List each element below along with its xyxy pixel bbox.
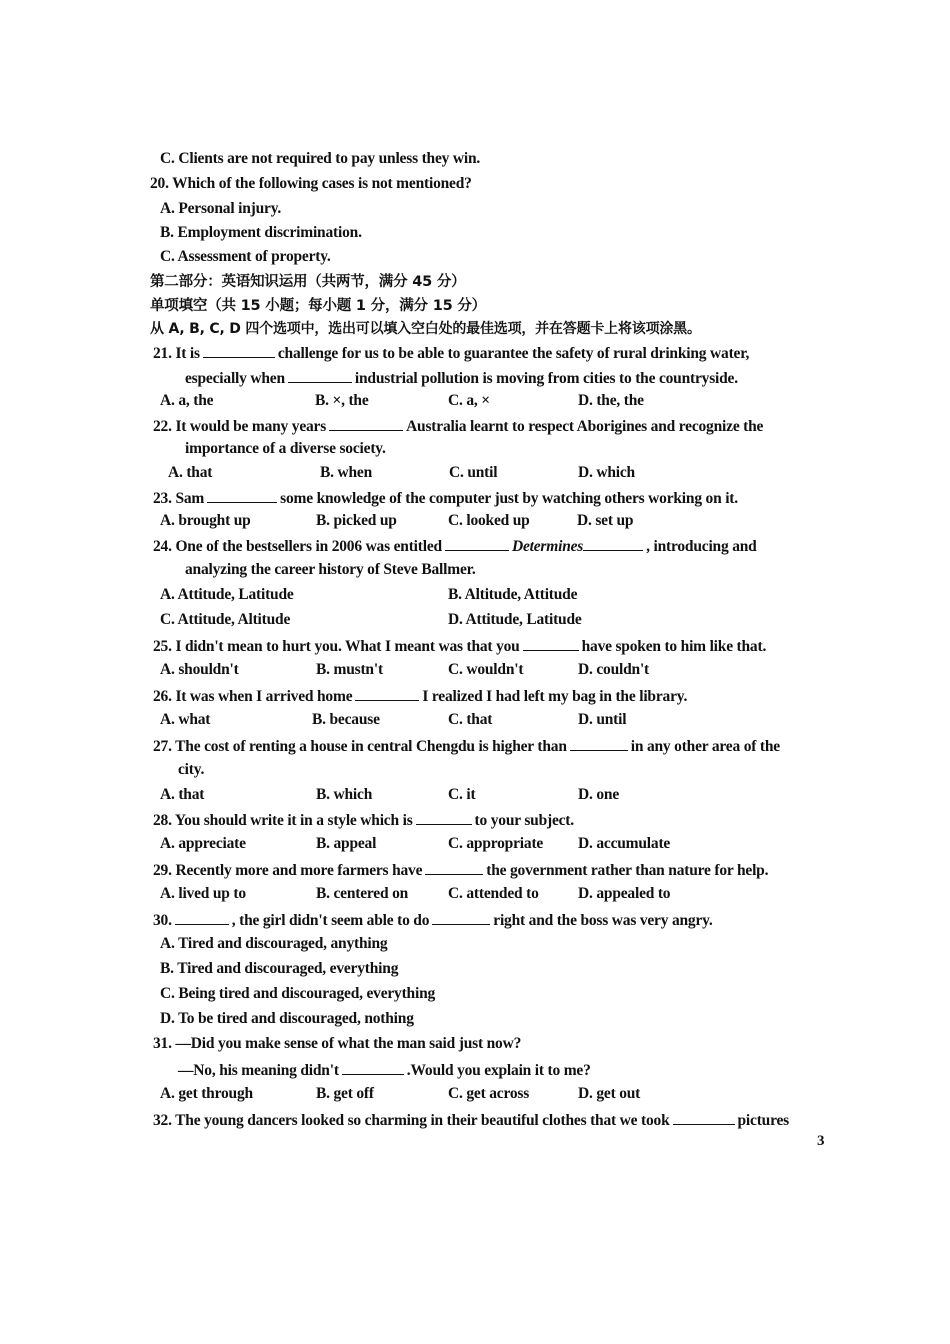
question-24-cont: analyzing the career history of Steve Ballmer. bbox=[185, 561, 476, 578]
option-30b: B. Tired and discouraged, everything bbox=[160, 960, 399, 977]
answer-blank bbox=[329, 416, 403, 431]
question-32: 32. The young dancers looked so charming in their beautiful clothes that we took pictures bbox=[153, 1112, 789, 1129]
question-21: 21. It is challenge for us to be able to guarantee the safety of rural drinking water, bbox=[153, 345, 750, 362]
answer-blank bbox=[203, 343, 275, 358]
question-31: 31. —Did you make sense of what the man said just now? bbox=[153, 1035, 522, 1052]
option-a: A. brought up bbox=[160, 512, 251, 529]
option-a: A. that bbox=[168, 464, 213, 481]
option-c: C. that bbox=[448, 711, 493, 728]
option-b: B. Altitude, Attitude bbox=[448, 586, 578, 603]
option-20c: C. Assessment of property. bbox=[160, 248, 331, 265]
subsection-heading: 单项填空（共 15 小题；每小题 1 分，满分 15 分） bbox=[150, 298, 486, 314]
answer-blank bbox=[445, 536, 509, 551]
answer-blank bbox=[342, 1060, 404, 1075]
answer-blank bbox=[175, 910, 229, 925]
option-d: D. accumulate bbox=[578, 835, 671, 852]
option-b: B. which bbox=[316, 786, 373, 803]
options-31 bbox=[160, 1085, 820, 1105]
option-a: A. what bbox=[160, 711, 211, 728]
option-d: D. set up bbox=[577, 512, 634, 529]
option-c: C. until bbox=[449, 464, 498, 481]
option-b: B. because bbox=[312, 711, 380, 728]
option-a: A. a, the bbox=[160, 392, 214, 409]
option-a: A. get through bbox=[160, 1085, 253, 1102]
option-a: A. Attitude, Latitude bbox=[160, 586, 294, 603]
option-c: C. a, × bbox=[448, 392, 490, 409]
option-b: B. appeal bbox=[316, 835, 377, 852]
section-heading: 第二部分：英语知识运用（共两节，满分 45 分） bbox=[150, 274, 466, 290]
options-23 bbox=[160, 512, 820, 532]
option-19c: C. Clients are not required to pay unless they win. bbox=[160, 150, 481, 167]
option-d: D. which bbox=[578, 464, 635, 481]
question-26: 26. It was when I arrived home I realized I had left my bag in the library. bbox=[153, 688, 688, 705]
options-26 bbox=[160, 711, 820, 731]
option-a: A. that bbox=[160, 786, 205, 803]
instructions: 从 A, B, C, D 四个选项中，选出可以填入空白处的最佳选项，并在答题卡上将该项涂黑。 bbox=[150, 321, 701, 337]
options-28 bbox=[160, 835, 820, 855]
option-d: D. couldn't bbox=[578, 661, 650, 678]
answer-blank bbox=[432, 910, 490, 925]
question-23: 23. Sam some knowledge of the computer just by watching others working on it. bbox=[153, 490, 738, 507]
question-30: 30. , the girl didn't seem able to do right and the boss was very angry. bbox=[153, 912, 713, 929]
option-c: C. looked up bbox=[448, 512, 530, 529]
question-27: 27. The cost of renting a house in central Chengdu is higher than in any other area of the bbox=[153, 738, 780, 755]
option-d: D. Attitude, Latitude bbox=[448, 611, 582, 628]
option-20b: B. Employment discrimination. bbox=[160, 224, 362, 241]
options-27 bbox=[160, 786, 820, 806]
options-22 bbox=[168, 464, 828, 484]
question-29: 29. Recently more and more farmers have the government rather than nature for help. bbox=[153, 862, 769, 879]
question-27-cont: city. bbox=[178, 761, 205, 778]
answer-blank bbox=[673, 1110, 735, 1125]
page-number: 3 bbox=[817, 1133, 825, 1149]
options-21 bbox=[160, 392, 820, 412]
option-b: B. centered on bbox=[316, 885, 409, 902]
options-24-ab bbox=[160, 586, 820, 606]
option-a: A. shouldn't bbox=[160, 661, 239, 678]
question-31-reply: —No, his meaning didn't .Would you explain it to me? bbox=[178, 1062, 591, 1079]
option-b: B. when bbox=[320, 464, 373, 481]
question-28: 28. You should write it in a style which is to your subject. bbox=[153, 812, 574, 829]
option-20a: A. Personal injury. bbox=[160, 200, 282, 217]
option-b: B. ×, the bbox=[315, 392, 369, 409]
answer-blank bbox=[583, 536, 643, 551]
option-a: A. appreciate bbox=[160, 835, 246, 852]
question-25: 25. I didn't mean to hurt you. What I meant was that you have spoken to him like that. bbox=[153, 638, 767, 655]
option-c: C. wouldn't bbox=[448, 661, 524, 678]
option-c: C. get across bbox=[448, 1085, 530, 1102]
question-24: 24. One of the bestsellers in 2006 was entitled Determines , introducing and bbox=[153, 538, 757, 555]
option-30a: A. Tired and discouraged, anything bbox=[160, 935, 388, 952]
option-c: C. it bbox=[448, 786, 476, 803]
question-21-cont: especially when industrial pollution is moving from cities to the countryside. bbox=[185, 370, 738, 387]
option-d: D. appealed to bbox=[578, 885, 671, 902]
option-30c: C. Being tired and discouraged, everything bbox=[160, 985, 436, 1002]
options-29 bbox=[160, 885, 820, 905]
question-22-cont: importance of a diverse society. bbox=[185, 440, 386, 457]
option-a: A. lived up to bbox=[160, 885, 246, 902]
options-24-cd bbox=[160, 611, 820, 631]
option-d: D. get out bbox=[578, 1085, 641, 1102]
answer-blank bbox=[207, 488, 277, 503]
answer-blank bbox=[355, 686, 419, 701]
option-d: D. one bbox=[578, 786, 619, 803]
option-c: C. appropriate bbox=[448, 835, 544, 852]
option-c: C. Attitude, Altitude bbox=[160, 611, 291, 628]
option-c: C. attended to bbox=[448, 885, 539, 902]
option-d: D. the, the bbox=[578, 392, 644, 409]
option-30d: D. To be tired and discouraged, nothing bbox=[160, 1010, 414, 1027]
answer-blank bbox=[570, 736, 628, 751]
answer-blank bbox=[288, 368, 352, 383]
option-b: B. mustn't bbox=[316, 661, 383, 678]
option-b: B. get off bbox=[316, 1085, 374, 1102]
answer-blank bbox=[425, 860, 483, 875]
option-d: D. until bbox=[578, 711, 627, 728]
answer-blank bbox=[523, 636, 579, 651]
question-20: 20. Which of the following cases is not mentioned? bbox=[150, 175, 472, 192]
option-b: B. picked up bbox=[316, 512, 397, 529]
options-25 bbox=[160, 661, 820, 681]
question-22: 22. It would be many years Australia learnt to respect Aborigines and recognize the bbox=[153, 418, 764, 435]
answer-blank bbox=[416, 810, 472, 825]
